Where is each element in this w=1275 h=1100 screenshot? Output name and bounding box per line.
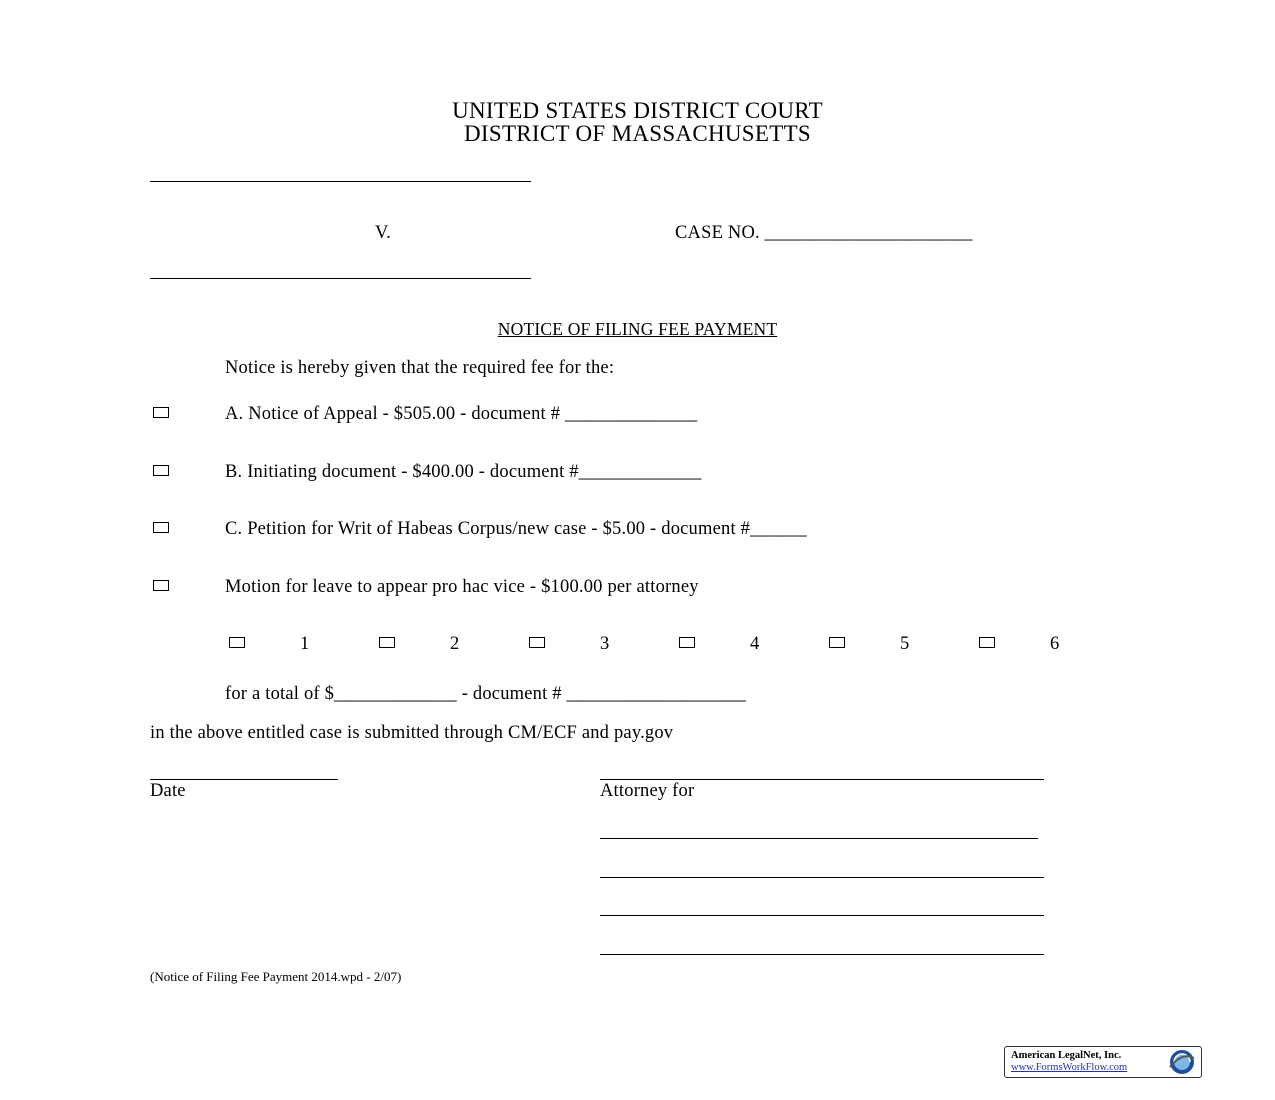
item-pro-hac-vice: Motion for leave to appear pro hac vice - $100.00 per attorney [225, 577, 699, 597]
item-notice-of-appeal: A. Notice of Appeal - $505.00 - document # ______________ [225, 404, 698, 424]
attorney-info-line-3[interactable] [600, 915, 1044, 916]
notice-title: NOTICE OF FILING FEE PAYMENT [497, 319, 778, 339]
court-name: UNITED STATES DISTRICT COURT [452, 98, 823, 123]
attorney-signature-line[interactable] [600, 779, 1044, 780]
item-habeas-corpus: C. Petition for Writ of Habeas Corpus/new case - $5.00 - document #______ [225, 519, 807, 539]
checkbox-attorney-5[interactable] [829, 637, 845, 648]
globe-logo-icon [1167, 1048, 1197, 1076]
attorney-count-6: 6 [1050, 634, 1060, 654]
notice-intro: Notice is hereby given that the required fee for the: [225, 358, 615, 378]
submitted-statement: in the above entitled case is submitted through CM/ECF and pay.gov [150, 723, 674, 743]
checkbox-pro-hac-vice[interactable] [153, 580, 169, 591]
district-name: DISTRICT OF MASSACHUSETTS [463, 121, 812, 146]
checkbox-notice-of-appeal[interactable] [153, 407, 169, 418]
total-line[interactable]: for a total of $_____________ - document # ___________________ [225, 684, 747, 704]
item-initiating-document: B. Initiating document - $400.00 - document #_____________ [225, 462, 702, 482]
defendant-line[interactable] [150, 278, 531, 279]
checkbox-attorney-1[interactable] [229, 637, 245, 648]
attorney-info-line-4[interactable] [600, 954, 1044, 955]
date-label: Date [150, 781, 186, 801]
publisher-badge[interactable] [1004, 1046, 1202, 1078]
date-line[interactable] [150, 779, 338, 780]
form-identifier: (Notice of Filing Fee Payment 2014.wpd - 2/07) [150, 969, 402, 984]
versus-label: V. [375, 223, 392, 243]
checkbox-attorney-4[interactable] [679, 637, 695, 648]
checkbox-attorney-3[interactable] [529, 637, 545, 648]
checkbox-initiating-document[interactable] [153, 465, 169, 476]
attorney-for-label: Attorney for [600, 781, 695, 801]
checkbox-attorney-6[interactable] [979, 637, 995, 648]
attorney-count-4: 4 [750, 634, 760, 654]
publisher-name: American LegalNet, Inc. [1011, 1050, 1122, 1061]
attorney-count-5: 5 [900, 634, 910, 654]
publisher-url[interactable]: www.FormsWorkFlow.com [1011, 1062, 1128, 1073]
attorney-count-3: 3 [600, 634, 610, 654]
attorney-count-1: 1 [300, 634, 310, 654]
attorney-info-line-1[interactable] [600, 838, 1038, 839]
attorney-info-line-2[interactable] [600, 877, 1044, 878]
case-number-field[interactable]: CASE NO. ______________________ [675, 223, 973, 243]
attorney-count-2: 2 [450, 634, 460, 654]
checkbox-attorney-2[interactable] [379, 637, 395, 648]
checkbox-habeas-corpus[interactable] [153, 522, 169, 533]
plaintiff-line[interactable] [150, 181, 531, 182]
